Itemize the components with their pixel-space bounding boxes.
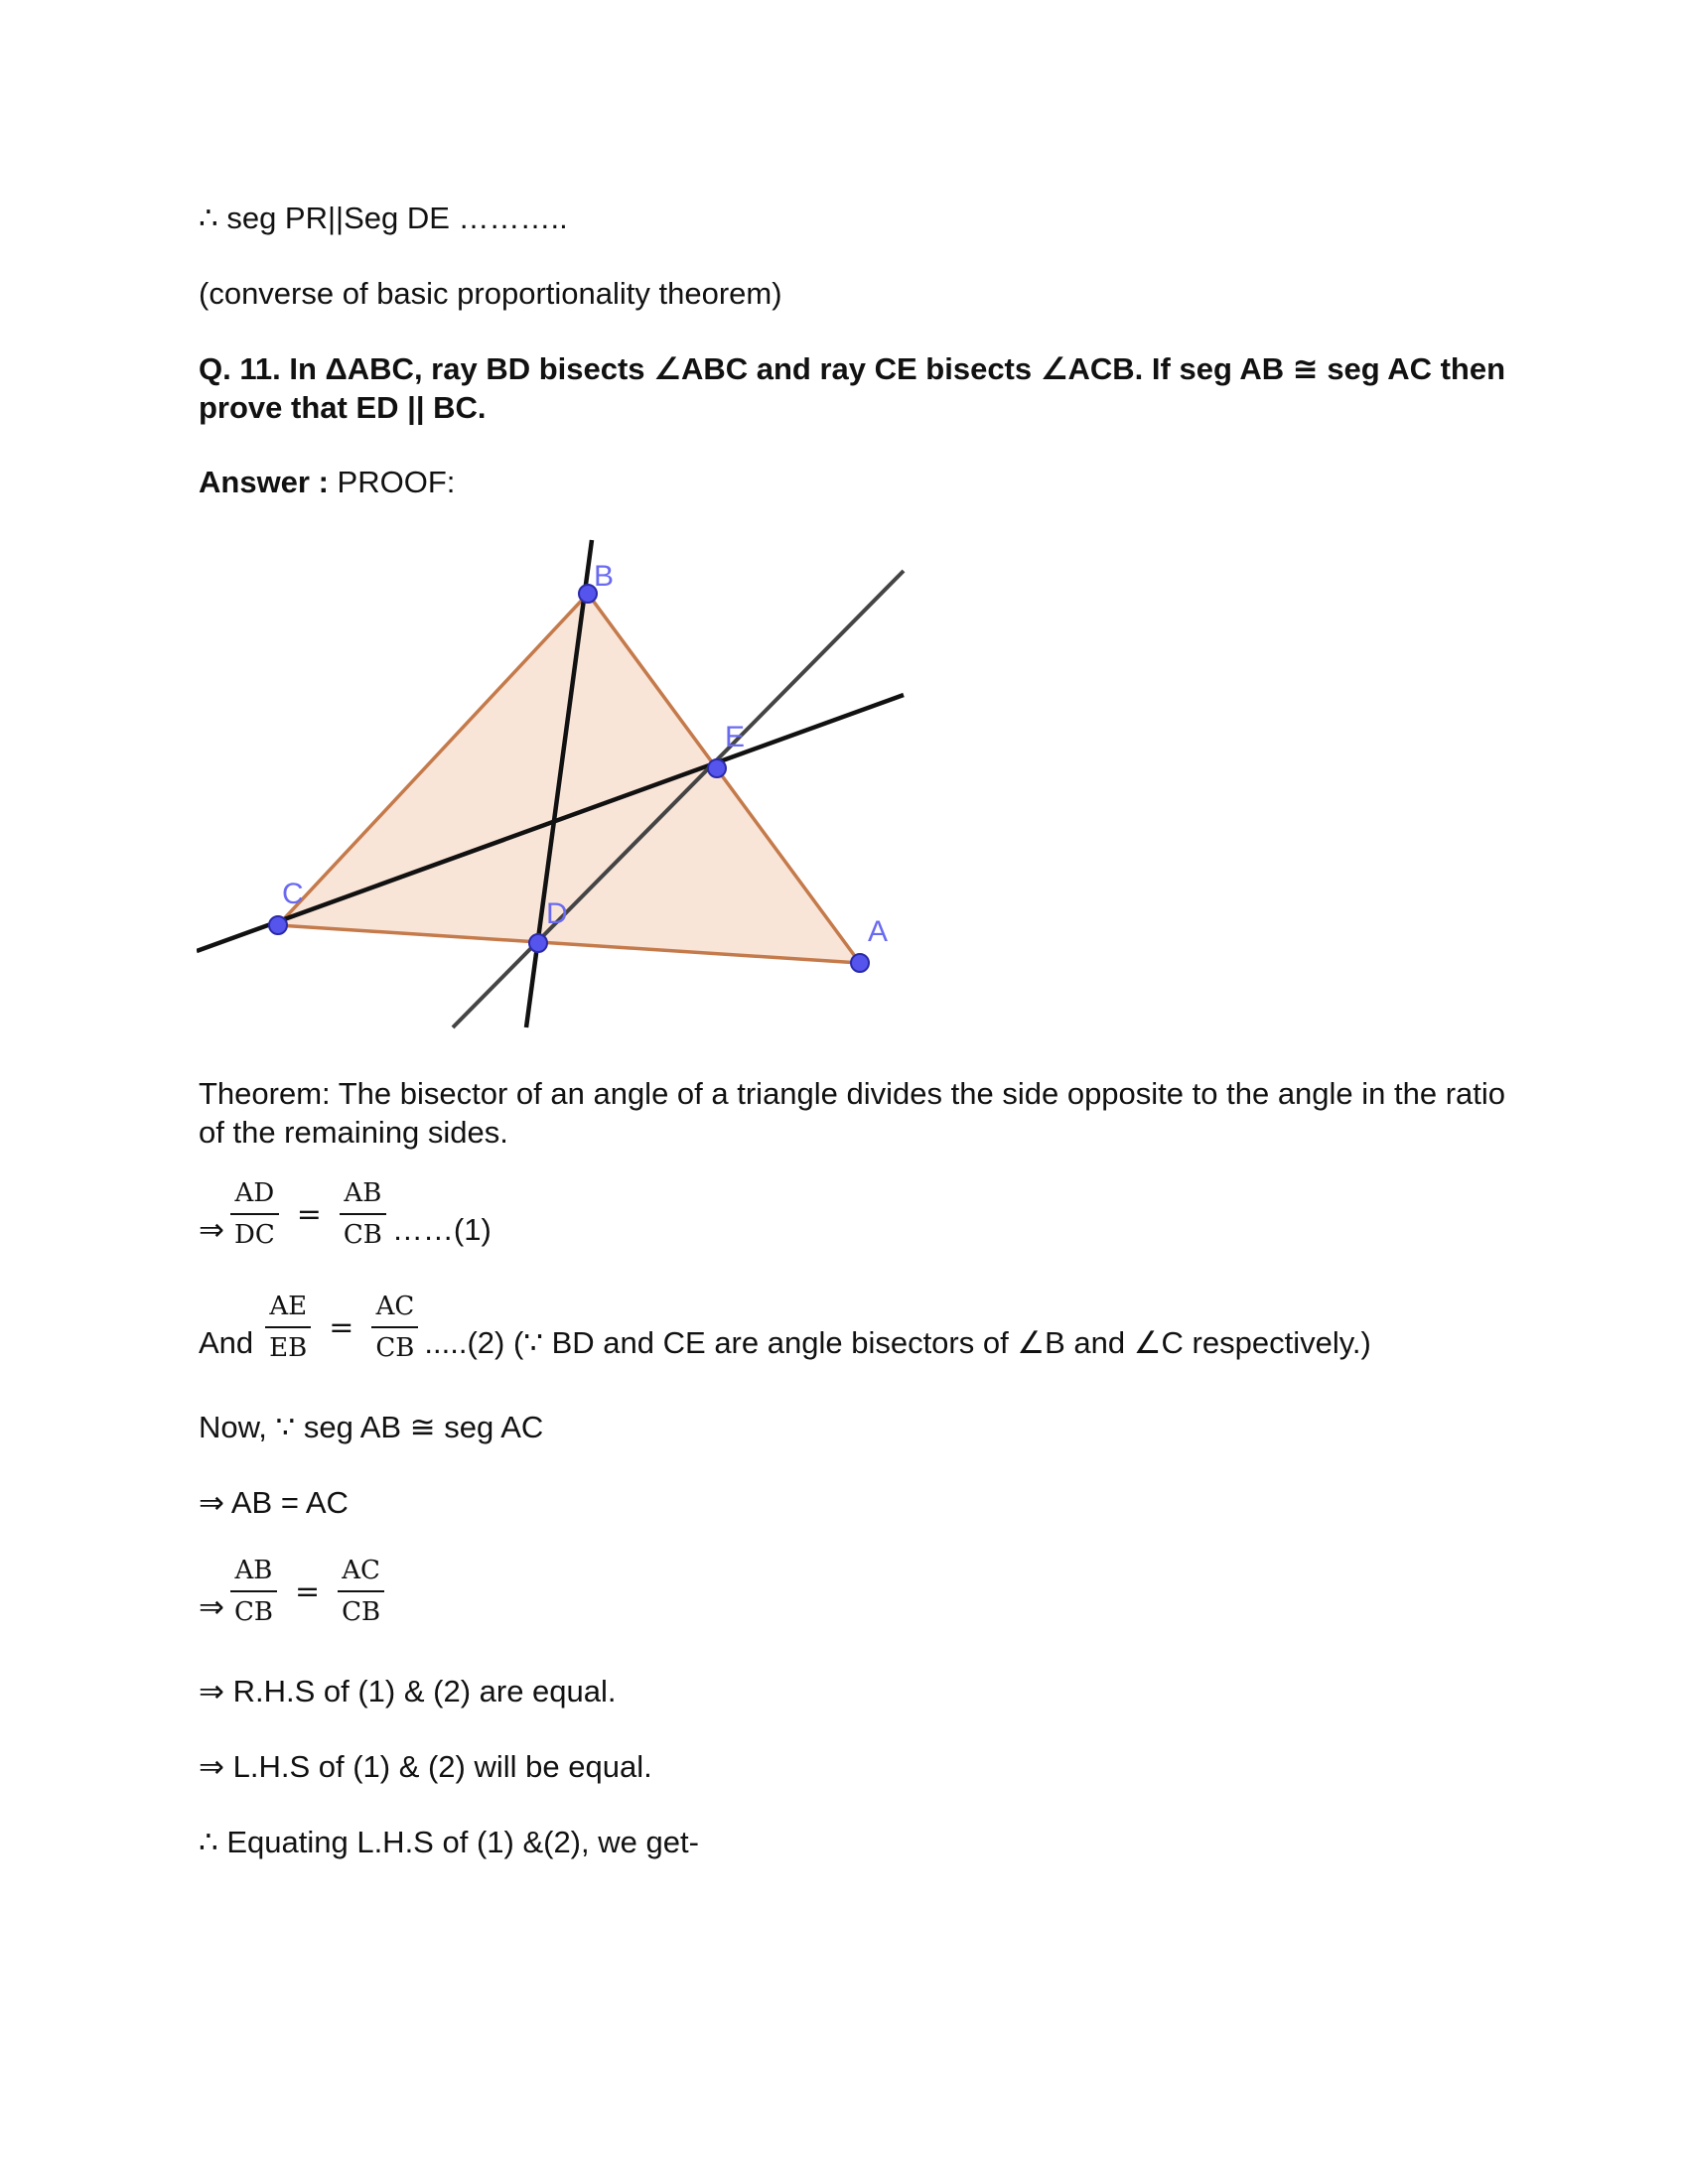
eq3-fraction-left [230,1555,277,1628]
point-a [851,954,869,972]
triangle-figure [197,536,921,1032]
eq3-fraction-right [338,1555,384,1628]
eq3-num-right: AC [338,1555,384,1592]
eq2-den-left: EB [269,1333,308,1363]
label-c: C [282,878,304,910]
eq1-den-right: CB [343,1220,382,1250]
text-line-rhs: ⇒ R.H.S of (1) & (2) are equal. [199,1674,617,1708]
point-c [269,916,287,934]
text-line-parallel: ∴ seg PR||Seg DE ……….. [199,201,568,235]
text-line-ab-ac: ⇒ AB = AC [199,1485,349,1520]
point-d [529,934,547,952]
answer-label: Answer : [199,465,329,499]
eq1-num-right: AB [340,1177,386,1215]
answer-text: PROOF: [328,465,456,499]
eq3-prefix: ⇒ [199,1589,224,1624]
eq2-fraction-left [265,1291,311,1364]
text-line-converse: (converse of basic proportionality theorem) [199,276,782,311]
eq2-fraction-right [371,1291,418,1364]
question-11: Q. 11. In ΔABC, ray BD bisects ∠ABC and ray CE bisects ∠ACB. If seg AB ≅ seg AC then prove that ED || BC. [199,351,1506,425]
eq3-den-right: CB [342,1597,381,1627]
eq2-den-right: CB [375,1333,415,1363]
eq2-num-right: AC [371,1291,418,1328]
eq1-equals: = [296,1196,322,1232]
eq2-prefix: And [199,1325,254,1360]
point-e [708,759,726,777]
theorem-text: Theorem: The bisector of an angle of a triangle divides the side opposite to the angle in the ratio of the remaining sides. [199,1076,1506,1150]
eq1-den-left: DC [233,1220,275,1250]
eq1-suffix: ……(1) [391,1212,492,1247]
text-line-lhs: ⇒ L.H.S of (1) & (2) will be equal. [199,1749,652,1784]
eq1-num-left: AD [230,1177,279,1215]
label-e: E [725,721,746,753]
text-line-now: Now, ∵ seg AB ≅ seg AC [199,1410,544,1444]
equation-1 [199,1177,492,1251]
eq3-den-left: CB [233,1597,273,1627]
label-a: A [868,915,889,948]
eq2-equals: = [329,1309,354,1345]
answer-line [199,463,455,502]
eq2-num-left: AE [265,1291,311,1328]
label-d: D [546,897,568,930]
equation-2 [199,1291,1371,1364]
text-line-equating: ∴ Equating L.H.S of (1) &(2), we get- [199,1825,699,1859]
eq1-fraction-right [340,1177,386,1251]
equation-3 [199,1555,390,1628]
eq1-fraction-left [230,1177,279,1251]
eq2-suffix: .....(2) (∵ BD and CE are angle bisectors of ∠B and ∠C respectively.) [424,1325,1371,1360]
eq1-prefix: ⇒ [199,1212,224,1247]
label-b: B [594,560,615,593]
eq3-num-left: AB [230,1555,277,1592]
eq3-equals: = [294,1573,321,1609]
